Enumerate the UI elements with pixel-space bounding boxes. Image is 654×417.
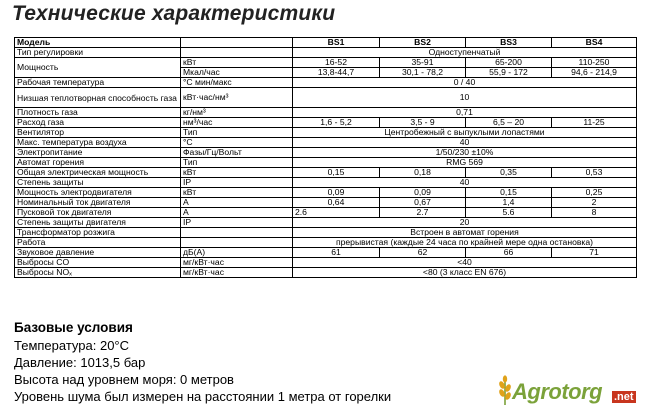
cell-bs1: 61 — [293, 248, 380, 258]
table-row — [15, 158, 637, 168]
cell-bs2: 0,18 — [380, 168, 466, 178]
row-label: Рабочая температура — [15, 78, 181, 88]
row-label: Мощность — [15, 58, 181, 78]
page-title: Технические характеристики — [12, 2, 336, 25]
row-label: Звуковое давление — [15, 248, 181, 258]
cell-bs1: 0,64 — [293, 198, 380, 208]
row-value: 40 — [293, 178, 637, 188]
row-label: Мощность электродвигателя — [15, 188, 181, 198]
row-value: 1/50/230 ±10% — [293, 148, 637, 158]
table-header-row — [15, 38, 637, 48]
cell-bs1: 0,15 — [293, 168, 380, 178]
cell-bs3: 6,5 – 20 — [466, 118, 552, 128]
header-bs1: BS1 — [293, 38, 380, 48]
base-line-altitude: Высота над уровнем моря: 0 метров — [14, 372, 234, 387]
header-bs3: BS3 — [466, 38, 552, 48]
cell-bs3: 66 — [466, 248, 552, 258]
logo-suffix: .net — [614, 391, 634, 403]
row-value: Одноступенчатый — [293, 48, 637, 58]
cell-bs2: 30,1 - 78,2 — [380, 68, 466, 78]
row-value: 0 / 40 — [293, 78, 637, 88]
logo-text: Agrotorg — [512, 379, 603, 404]
row-unit — [181, 238, 293, 248]
header-model: Модель — [15, 38, 181, 48]
cell-bs4: 110-250 — [552, 58, 637, 68]
row-label: Степень защиты — [15, 178, 181, 188]
row-value: Встроен в автомат горения — [293, 228, 637, 238]
agrotorg-logo — [496, 371, 646, 411]
row-unit: °С мин/макс — [181, 78, 293, 88]
row-value: RMG 569 — [293, 158, 637, 168]
row-unit: Тип — [181, 158, 293, 168]
table-row — [15, 188, 637, 198]
row-label: Степень защиты двигателя — [15, 218, 181, 228]
table-row — [15, 88, 637, 108]
row-label: Расход газа — [15, 118, 181, 128]
row-unit: кВт — [181, 188, 293, 198]
table-row — [15, 198, 637, 208]
row-value: Центробежный с выпуклыми лопастями — [293, 128, 637, 138]
row-value: <80 (3 класс EN 676) — [293, 268, 637, 278]
cell-bs4: 8 — [552, 208, 637, 218]
table-row — [15, 118, 637, 128]
row-unit — [181, 48, 293, 58]
base-line-temperature: Температура: 20°С — [14, 338, 130, 353]
row-value: 0,71 — [293, 108, 637, 118]
cell-bs2: 0,67 — [380, 198, 466, 208]
row-value: прерывистая (каждые 24 часа по крайней мере одна остановка) — [293, 238, 637, 248]
table-row — [15, 128, 637, 138]
cell-bs2: 62 — [380, 248, 466, 258]
cell-bs2: 0,09 — [380, 188, 466, 198]
table-row — [15, 138, 637, 148]
row-unit — [181, 228, 293, 238]
cell-bs1: 16-52 — [293, 58, 380, 68]
row-unit: кВт — [181, 58, 293, 68]
cell-bs3: 0,35 — [466, 168, 552, 178]
row-unit: дБ(А) — [181, 248, 293, 258]
row-unit: А — [181, 198, 293, 208]
row-label: Пусковой ток двигателя — [15, 208, 181, 218]
row-label: Выбросы CO — [15, 258, 181, 268]
cell-bs3: 0,15 — [466, 188, 552, 198]
row-unit: Тип — [181, 128, 293, 138]
table-row — [15, 218, 637, 228]
row-unit: кВт·час/нм³ — [181, 88, 293, 108]
row-unit: Фазы/Гц/Вольт — [181, 148, 293, 158]
cell-bs4: 11-25 — [552, 118, 637, 128]
row-value: <40 — [293, 258, 637, 268]
table-row — [15, 108, 637, 118]
table-row — [15, 228, 637, 238]
row-label: Номинальный ток двигателя — [15, 198, 181, 208]
row-unit: А — [181, 208, 293, 218]
cell-bs3: 65-200 — [466, 58, 552, 68]
cell-bs4: 0,25 — [552, 188, 637, 198]
row-label: Тип регулировки — [15, 48, 181, 58]
table-row — [15, 48, 637, 58]
table-row — [15, 148, 637, 158]
row-unit: IP — [181, 178, 293, 188]
table-row — [15, 258, 637, 268]
row-label: Плотность газа — [15, 108, 181, 118]
row-value: 40 — [293, 138, 637, 148]
row-label: Электропитание — [15, 148, 181, 158]
cell-bs4: 94,6 - 214,9 — [552, 68, 637, 78]
row-unit: кг/нм³ — [181, 108, 293, 118]
row-unit: мг/кВт·час — [181, 258, 293, 268]
header-unit — [181, 38, 293, 48]
cell-bs3: 55,9 - 172 — [466, 68, 552, 78]
row-label: Общая электрическая мощность — [15, 168, 181, 178]
table-row — [15, 58, 637, 68]
row-unit: нм³/час — [181, 118, 293, 128]
cell-bs2: 3,5 - 9 — [380, 118, 466, 128]
specs-table — [14, 37, 637, 278]
table-row — [15, 208, 637, 218]
row-label: Выбросы NOₓ — [15, 268, 181, 278]
row-value: 20 — [293, 218, 637, 228]
row-unit: мг/кВт·час — [181, 268, 293, 278]
cell-bs1: 13,8-44,7 — [293, 68, 380, 78]
row-unit: IP — [181, 218, 293, 228]
cell-bs4: 71 — [552, 248, 637, 258]
row-label: Автомат горения — [15, 158, 181, 168]
row-unit: °С — [181, 138, 293, 148]
cell-bs3: 1,4 — [466, 198, 552, 208]
row-label: Низшая теплотворная способность газа — [15, 88, 181, 108]
row-value: 10 — [293, 88, 637, 108]
row-label: Работа — [15, 238, 181, 248]
table-row — [15, 268, 637, 278]
cell-bs1: 0,09 — [293, 188, 380, 198]
table-row — [15, 248, 637, 258]
row-label: Макс. температура воздуха — [15, 138, 181, 148]
header-bs2: BS2 — [380, 38, 466, 48]
cell-bs1: 1,6 - 5,2 — [293, 118, 380, 128]
base-conditions — [14, 319, 391, 405]
table-row — [15, 178, 637, 188]
table-row — [15, 78, 637, 88]
base-conditions-heading: Базовые условия — [14, 320, 133, 335]
row-unit: Мкал/час — [181, 68, 293, 78]
row-label: Трансформатор розжига — [15, 228, 181, 238]
table-row — [15, 238, 637, 248]
base-line-pressure: Давление: 1013,5 бар — [14, 355, 146, 370]
table-row — [15, 168, 637, 178]
cell-bs4: 0,53 — [552, 168, 637, 178]
cell-bs2: 35-91 — [380, 58, 466, 68]
base-line-noise: Уровень шума был измерен на расстоянии 1 метра от горелки — [14, 389, 392, 404]
cell-bs1: 2.6 — [293, 208, 380, 218]
row-label: Вентилятор — [15, 128, 181, 138]
header-bs4: BS4 — [552, 38, 637, 48]
cell-bs2: 2.7 — [380, 208, 466, 218]
cell-bs4: 2 — [552, 198, 637, 208]
row-unit: кВт — [181, 168, 293, 178]
cell-bs3: 5.6 — [466, 208, 552, 218]
